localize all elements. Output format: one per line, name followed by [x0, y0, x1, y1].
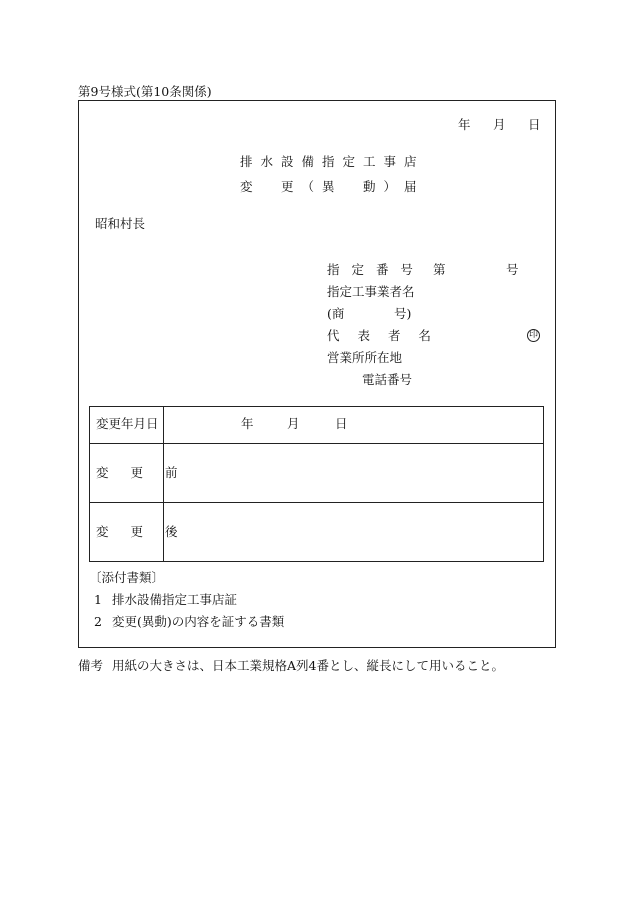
attachments-heading: 〔添付書類〕	[89, 570, 165, 585]
addressee: 昭和村長	[95, 216, 146, 231]
designation-number-label: 指 定 番 号	[327, 262, 417, 277]
change-date-year: 年	[241, 416, 254, 431]
remarks-text: 用紙の大きさは、日本工業規格A列4番とし、縦長にして用いること。	[112, 658, 504, 673]
trade-name-open: (商	[327, 306, 345, 321]
table-row-divider	[90, 443, 543, 444]
change-date-label: 変更年月日	[96, 416, 159, 431]
attachment-item-2: 変更(異動)の内容を証する書類	[112, 614, 285, 629]
contractor-name-label: 指定工事業者名	[327, 284, 415, 299]
attachment-number-2: 2	[94, 614, 102, 629]
date-year: 年	[458, 117, 471, 132]
attachment-number-1: 1	[94, 592, 102, 607]
form-number: 第9号様式(第10条関係)	[78, 84, 212, 99]
representative-name-label: 代 表 者 名	[327, 328, 438, 343]
change-date-day: 日	[335, 416, 348, 431]
remarks-label: 備考	[78, 658, 104, 673]
table-row-divider	[90, 502, 543, 503]
after-change-label: 変 更 後	[96, 524, 187, 539]
date-day: 日	[528, 117, 541, 132]
form-title-line1: 排水設備指定工事店	[240, 154, 425, 169]
trade-name-close: 号)	[394, 306, 412, 321]
form-title-line2: 変 更（異 動）届	[240, 179, 425, 194]
before-change-label: 変 更 前	[96, 465, 187, 480]
change-date-month: 月	[287, 416, 300, 431]
office-address-label: 営業所所在地	[327, 350, 403, 365]
phone-number-label: 電話番号	[362, 372, 413, 387]
date-month: 月	[493, 117, 506, 132]
designation-prefix: 第	[433, 262, 446, 277]
seal-mark-icon: 印	[528, 330, 538, 340]
designation-suffix: 号	[506, 262, 519, 277]
attachment-item-1: 排水設備指定工事店証	[112, 592, 238, 607]
